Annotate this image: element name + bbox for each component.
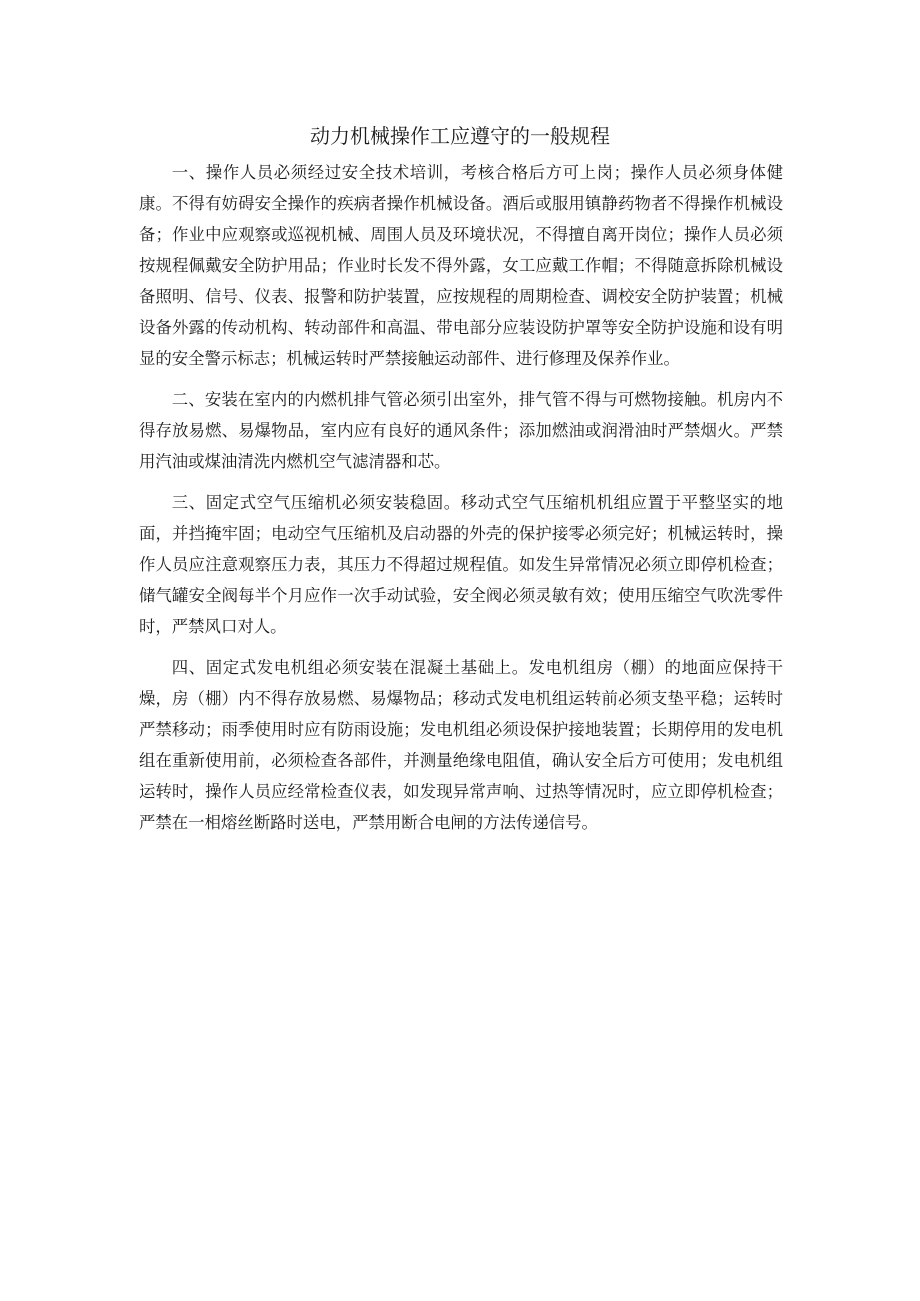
paragraph-2: 二、安装在室内的内燃机排气管必须引出室外，排气管不得与可燃物接触。机房内不得存放易燃、易爆物品，室内应有良好的通风条件；添加燃油或润滑油时严禁烟火。严禁用汽油或煤油清洗内燃机空气滤清器和芯。 xyxy=(139,390,783,471)
document-title: 动力机械操作工应遵守的一般规程 xyxy=(310,124,610,148)
paragraph-4: 四、固定式发电机组必须安装在混凝土基础上。发电机组房（棚）的地面应保持干燥，房（棚）内不得存放易燃、易爆物品；移动式发电机组运转前必须支垫平稳；运转时严禁移动；雨季使用时应有防雨设施；发电机组必须设保护接地装置；长期停用的发电机组在重新使用前，必须检查各部件，并测量绝缘电阻值，确认安全后方可使用；发电机组运转时，操作人员应经常检查仪表，如发现异常声响、过热等情况时，应立即停机检查；严禁在一相熔丝断路时送电，严禁用断合电闸的方法传递信号。 xyxy=(139,658,783,832)
document-body xyxy=(139,157,783,848)
paragraph-3: 三、固定式空气压缩机必须安装稳固。移动式空气压缩机机组应置于平整坚实的地面，并挡掩牢固；电动空气压缩机及启动器的外壳的保护接零必须完好；机械运转时，操作人员应注意观察压力表，其压力不得超过规程值。如发生异常情况必须立即停机检查；储气罐安全阀每半个月应作一次手动试验，安全阀必须灵敏有效；使用压缩空气吹洗零件时，严禁风口对人。 xyxy=(139,493,783,636)
paragraph-1: 一、操作人员必须经过安全技术培训，考核合格后方可上岗；操作人员必须身体健康。不得有妨碍安全操作的疾病者操作机械设备。酒后或服用镇静药物者不得操作机械设备；作业中应观察或巡视机械、周围人员及环境状况，不得擅自离开岗位；操作人员必须按规程佩戴安全防护用品；作业时长发不得外露，女工应戴工作帽；不得随意拆除机械设备照明、信号、仪表、报警和防护装置，应按规程的周期检查、调校安全防护装置；机械设备外露的传动机构、转动部件和高温、带电部分应装设防护罩等安全防护设施和设有明显的安全警示标志；机械运转时严禁接触运动部件、进行修理及保养作业。 xyxy=(139,163,783,368)
